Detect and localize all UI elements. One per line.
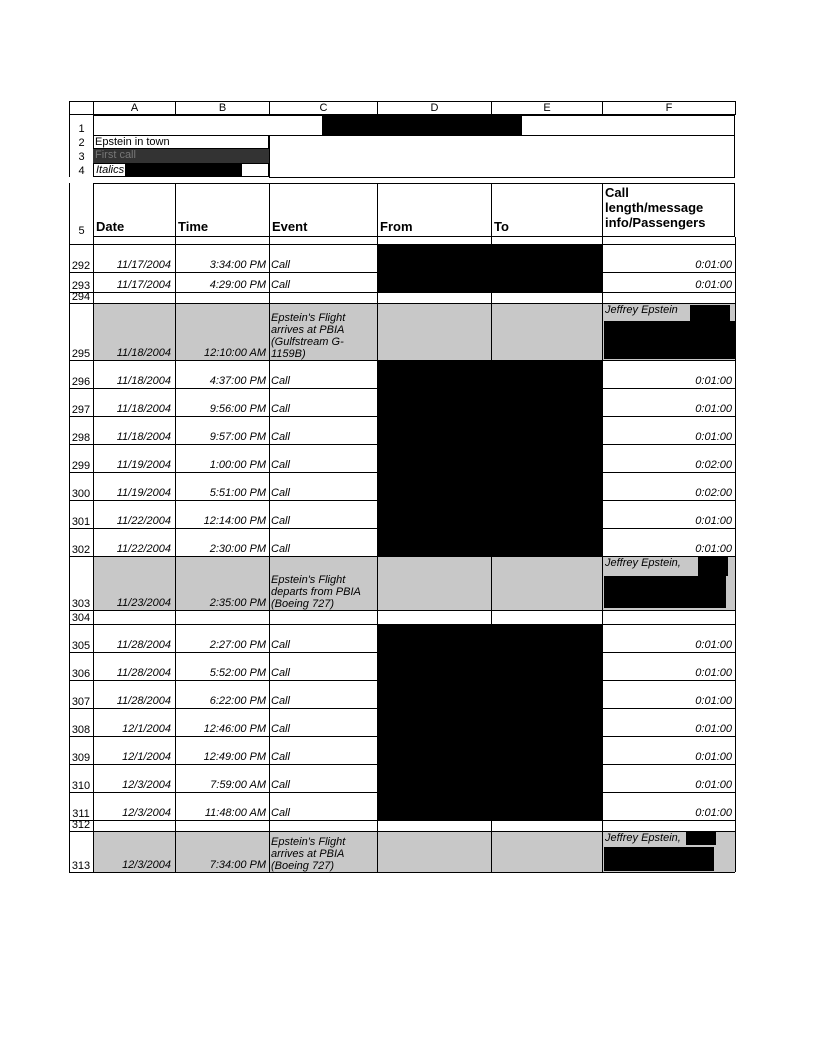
event-text: Call: [271, 515, 290, 527]
call-length-text: 0:01:00: [695, 431, 732, 443]
date-text: 11/28/2004: [116, 667, 171, 679]
event-text-line: 1159B): [271, 348, 306, 360]
row-number-text: 303: [71, 598, 91, 610]
column-divider: [491, 237, 492, 872]
date-text: 12/3/2004: [122, 859, 171, 871]
time-text: 5:51:00 PM: [209, 487, 266, 499]
corner-cell: [69, 101, 94, 115]
row-number-text: 1: [78, 123, 85, 135]
event-text-line: arrives at PBIA: [271, 324, 345, 336]
event-text: Call: [271, 751, 290, 763]
time-cell: [175, 528, 269, 556]
date-cell: [93, 472, 175, 500]
row-number-297: [69, 388, 93, 416]
event-text-line: departs from PBIA: [271, 586, 361, 598]
legend-right-box: [269, 135, 735, 178]
header-call-length-line: length/message: [605, 200, 704, 215]
row-number-295: [69, 303, 93, 360]
event-text: Call: [271, 403, 290, 415]
redaction-block: [125, 164, 242, 177]
date-text: 11/18/2004: [116, 347, 171, 359]
passengers-text: Jeffrey Epstein,: [605, 832, 681, 844]
event-cell: [269, 652, 377, 680]
row-number-301: [69, 500, 93, 528]
row-number-309: [69, 736, 93, 764]
event-cell: [269, 416, 377, 444]
row-number-293: [69, 272, 93, 292]
row-divider: [69, 610, 735, 611]
time-cell: [175, 556, 269, 610]
event-text-line: (Gulfstream G-: [271, 336, 344, 348]
call-length-text: 0:02:00: [695, 459, 732, 471]
call-length-cell: [602, 736, 735, 764]
time-text: 9:57:00 PM: [209, 431, 266, 443]
time-text: 5:52:00 PM: [209, 667, 266, 679]
time-text: 2:27:00 PM: [209, 639, 266, 651]
date-cell: [93, 388, 175, 416]
time-cell: [175, 708, 269, 736]
row-number-text: 302: [71, 544, 91, 556]
time-cell: [175, 272, 269, 292]
date-text: 11/19/2004: [116, 487, 171, 499]
header-date: [93, 183, 176, 237]
call-length-text: 0:01:00: [695, 779, 732, 791]
date-cell: [93, 736, 175, 764]
call-length-text: 0:01:00: [695, 403, 732, 415]
call-length-cell: [602, 244, 735, 272]
call-length-text: 0:01:00: [695, 751, 732, 763]
date-text: 11/22/2004: [116, 515, 171, 527]
event-cell: [269, 764, 377, 792]
time-cell: [175, 652, 269, 680]
row-number-text: 294: [71, 291, 91, 303]
date-text: 11/17/2004: [116, 259, 171, 271]
row-divider: [69, 820, 735, 821]
date-cell: [93, 244, 175, 272]
date-text: 11/19/2004: [116, 459, 171, 471]
row-number-text: 313: [71, 860, 91, 872]
date-cell: [93, 360, 175, 388]
event-cell: [269, 736, 377, 764]
time-text: 9:56:00 PM: [209, 403, 266, 415]
row-number-text: 308: [71, 724, 91, 736]
row-number-307: [69, 680, 93, 708]
time-text: 12:46:00 PM: [203, 723, 266, 735]
row-number-298: [69, 416, 93, 444]
time-cell: [175, 303, 269, 360]
row-number-text: 300: [71, 488, 91, 500]
row-number-text: 296: [71, 376, 91, 388]
call-length-text: 0:01:00: [695, 639, 732, 651]
call-length-text: 0:01:00: [695, 515, 732, 527]
row-number-text: 305: [71, 640, 91, 652]
row-number-304: [69, 610, 93, 624]
time-text: 12:49:00 PM: [203, 751, 266, 763]
time-text: 11:48:00 AM: [204, 807, 266, 819]
event-cell: [269, 444, 377, 472]
event-cell: [269, 624, 377, 652]
spreadsheet-page: [69, 101, 735, 885]
header-date-label: Date: [96, 219, 125, 234]
time-cell: [175, 360, 269, 388]
redaction-block: [377, 624, 602, 820]
header-from: [377, 183, 492, 237]
event-cell: [269, 500, 377, 528]
redaction-block: [698, 556, 728, 576]
event-text-line: arrives at PBIA: [271, 848, 345, 860]
header-event-label: Event: [272, 219, 308, 234]
date-text: 11/23/2004: [116, 597, 171, 609]
date-cell: [93, 831, 175, 872]
row-number-294: [69, 292, 93, 303]
time-cell: [175, 388, 269, 416]
call-length-cell: [602, 652, 735, 680]
time-text: 7:59:00 AM: [210, 779, 266, 791]
date-text: 11/17/2004: [116, 279, 171, 291]
row-number-text: 301: [71, 516, 91, 528]
event-text: Call: [271, 375, 290, 387]
call-length-cell: [602, 764, 735, 792]
row-number-text: 292: [71, 260, 91, 272]
call-length-cell: [602, 792, 735, 820]
row-number-text: 299: [71, 460, 91, 472]
event-cell: [269, 244, 377, 272]
row-number-300: [69, 472, 93, 500]
row-number-310: [69, 764, 93, 792]
event-cell: [269, 556, 377, 610]
column-header-f[interactable]: F: [602, 101, 736, 115]
redaction-block: [377, 360, 602, 556]
date-text: 12/1/2004: [122, 751, 171, 763]
time-text: 3:34:00 PM: [209, 259, 266, 271]
header-call-length-line: info/Passengers: [605, 215, 706, 230]
redaction-block: [690, 305, 730, 321]
event-text: Call: [271, 779, 290, 791]
call-length-cell: [602, 388, 735, 416]
time-cell: [175, 831, 269, 872]
row-number-302: [69, 528, 93, 556]
row-divider: [69, 292, 735, 293]
date-text: 11/18/2004: [116, 375, 171, 387]
header-to-label: To: [494, 219, 509, 234]
time-text: 6:22:00 PM: [209, 695, 266, 707]
event-text-line: Epstein's Flight: [271, 312, 346, 324]
time-text: 12:14:00 PM: [203, 515, 266, 527]
call-length-cell: [602, 680, 735, 708]
row-number-303: [69, 556, 93, 610]
time-cell: [175, 680, 269, 708]
time-cell: [175, 764, 269, 792]
time-cell: [175, 736, 269, 764]
date-cell: [93, 680, 175, 708]
call-length-text: 0:01:00: [695, 807, 732, 819]
event-cell: [269, 360, 377, 388]
time-cell: [175, 500, 269, 528]
time-text: 2:30:00 PM: [209, 543, 266, 555]
redaction-block: [377, 244, 602, 292]
row-number-296: [69, 360, 93, 388]
column-header-a[interactable]: A: [93, 101, 176, 115]
row-number-312: [69, 820, 93, 831]
event-text: Call: [271, 459, 290, 471]
time-text: 1:00:00 PM: [209, 459, 266, 471]
row-number-text: 3: [78, 151, 85, 163]
time-cell: [175, 416, 269, 444]
date-cell: [93, 416, 175, 444]
date-cell: [93, 272, 175, 292]
header-time: [175, 183, 270, 237]
row-number-text: 312: [71, 819, 91, 831]
header-event: [269, 183, 378, 237]
row-divider: [69, 872, 735, 873]
header-from-label: From: [380, 219, 413, 234]
date-text: 12/3/2004: [122, 779, 171, 791]
event-cell: [269, 472, 377, 500]
call-length-cell: [602, 708, 735, 736]
header-time-label: Time: [178, 219, 209, 234]
event-cell: [269, 303, 377, 360]
event-text-line: (Boeing 727): [271, 860, 334, 872]
row-number-text: 4: [78, 165, 85, 177]
row-number-text: 306: [71, 668, 91, 680]
call-length-text: 0:01:00: [695, 543, 732, 555]
date-text: 11/18/2004: [116, 431, 171, 443]
row-number-text: 297: [71, 404, 91, 416]
date-cell: [93, 528, 175, 556]
event-cell: [269, 708, 377, 736]
row-number-text: 311: [72, 808, 90, 820]
call-length-cell: [602, 500, 735, 528]
event-text-line: (Boeing 727): [271, 598, 334, 610]
date-text: 12/1/2004: [122, 723, 171, 735]
legend-epstein-in-town: Epstein in town: [95, 136, 170, 148]
event-text: Call: [271, 279, 290, 291]
column-header-c[interactable]: C: [269, 101, 378, 115]
date-cell: [93, 556, 175, 610]
date-text: 11/22/2004: [116, 543, 171, 555]
column-divider: [735, 237, 736, 872]
call-length-cell: [602, 360, 735, 388]
redaction-block: [604, 321, 735, 359]
event-text: Call: [271, 639, 290, 651]
column-divider: [377, 237, 378, 872]
call-length-text: 0:01:00: [695, 375, 732, 387]
row-header-5: [69, 183, 94, 237]
row-header-1: [69, 115, 94, 135]
time-cell: [175, 444, 269, 472]
row-header-3: [69, 149, 94, 163]
date-cell: [93, 500, 175, 528]
time-text: 7:34:00 PM: [209, 859, 266, 871]
event-cell: [269, 831, 377, 872]
row-number-text: 309: [71, 752, 91, 764]
redaction-block: [322, 115, 522, 136]
call-length-cell: [602, 444, 735, 472]
row-number-text: 310: [71, 780, 91, 792]
date-cell: [93, 652, 175, 680]
event-text: Call: [271, 259, 290, 271]
row-number-text: 293: [71, 280, 91, 292]
row-number-text: 304: [71, 612, 91, 624]
time-text: 4:37:00 PM: [209, 375, 266, 387]
event-text-line: Epstein's Flight: [271, 836, 346, 848]
call-length-cell: [602, 528, 735, 556]
column-header-e[interactable]: E: [491, 101, 603, 115]
event-text: Call: [271, 807, 290, 819]
legend-cell-border: [93, 135, 269, 149]
call-length-cell: [602, 624, 735, 652]
column-header-d[interactable]: D: [377, 101, 492, 115]
passengers-text: Jeffrey Epstein,: [605, 557, 681, 569]
call-length-text: 0:02:00: [695, 487, 732, 499]
row-number-308: [69, 708, 93, 736]
redaction-block: [604, 847, 714, 871]
row-number-text: 295: [71, 348, 91, 360]
event-text: Call: [271, 431, 290, 443]
event-cell: [269, 680, 377, 708]
legend-italics: Italics: [93, 163, 269, 177]
date-text: 11/28/2004: [116, 695, 171, 707]
date-cell: [93, 792, 175, 820]
date-cell: [93, 708, 175, 736]
date-cell: [93, 764, 175, 792]
date-text: 11/18/2004: [116, 403, 171, 415]
call-length-text: 0:01:00: [695, 695, 732, 707]
event-text: Call: [271, 667, 290, 679]
call-length-cell: [602, 472, 735, 500]
time-cell: [175, 472, 269, 500]
row-number-text: 5: [78, 225, 85, 237]
redaction-block: [604, 576, 726, 608]
redaction-block: [686, 831, 716, 845]
call-length-cell: [602, 272, 735, 292]
call-length-text: 0:01:00: [695, 667, 732, 679]
time-text: 4:29:00 PM: [209, 279, 266, 291]
row-header-4: [69, 163, 94, 177]
row-number-292: [69, 244, 93, 272]
time-cell: [175, 244, 269, 272]
row-number-313: [69, 831, 93, 872]
event-cell: [269, 272, 377, 292]
time-text: 2:35:00 PM: [209, 597, 266, 609]
row-number-text: 298: [71, 432, 91, 444]
date-cell: [93, 624, 175, 652]
date-text: 12/3/2004: [122, 807, 171, 819]
event-cell: [269, 528, 377, 556]
time-cell: [175, 624, 269, 652]
call-length-text: 0:01:00: [695, 723, 732, 735]
header-to: [491, 183, 603, 237]
event-text: Call: [271, 543, 290, 555]
passengers-text: Jeffrey Epstein: [605, 304, 678, 316]
call-length-cell: [602, 416, 735, 444]
event-text: Call: [271, 695, 290, 707]
event-text: Call: [271, 723, 290, 735]
row-header-2: [69, 135, 94, 149]
legend-first-call: First call: [93, 149, 269, 163]
header-call-length: [602, 183, 735, 237]
date-cell: [93, 444, 175, 472]
row-number-text: 307: [71, 696, 91, 708]
time-text: 12:10:00 AM: [204, 347, 266, 359]
call-length-text: 0:01:00: [695, 279, 732, 291]
call-length-text: 0:01:00: [695, 259, 732, 271]
row-number-text: 2: [78, 137, 85, 149]
row-number-299: [69, 444, 93, 472]
event-text-line: Epstein's Flight: [271, 574, 346, 586]
time-cell: [175, 792, 269, 820]
event-cell: [269, 792, 377, 820]
row-number-306: [69, 652, 93, 680]
date-text: 11/28/2004: [116, 639, 171, 651]
column-header-b[interactable]: B: [175, 101, 270, 115]
date-cell: [93, 303, 175, 360]
header-call-length-line: Call: [605, 185, 629, 200]
row-number-305: [69, 624, 93, 652]
row-number-311: [69, 792, 93, 820]
event-text: Call: [271, 487, 290, 499]
event-cell: [269, 388, 377, 416]
